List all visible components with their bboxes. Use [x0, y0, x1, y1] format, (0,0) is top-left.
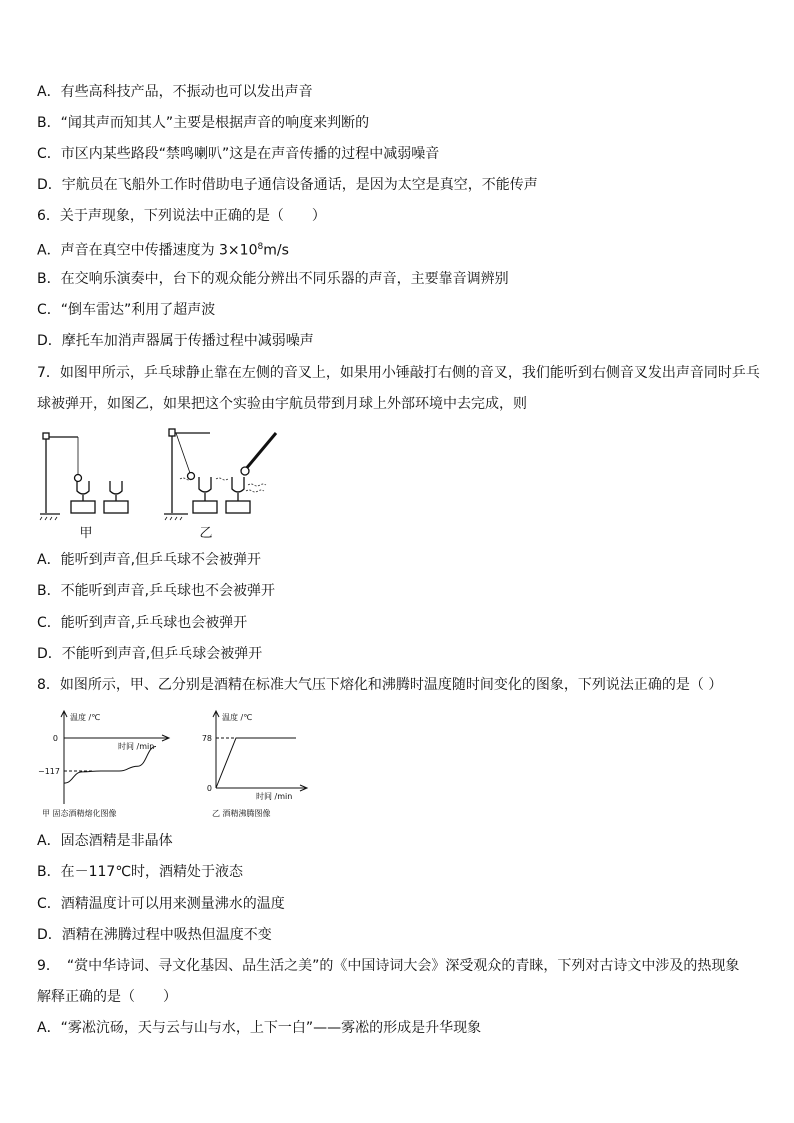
figure-label-jia: 甲	[79, 526, 93, 541]
q8-stem: 8．如图所示，甲、乙分别是酒精在标准大气压下熔化和沸腾时温度随时间变化的图象，下列说法正确的是（ ）	[37, 677, 723, 693]
resonance-box-1	[71, 501, 95, 513]
q7-option-b: B．不能听到声音,乒乓球也不会被弹开	[37, 583, 276, 599]
boiling-chart	[200, 706, 330, 822]
boiling-chart-title: 乙 酒精沸腾图像	[212, 809, 271, 818]
boiling-curve	[216, 738, 296, 788]
vibration-lines-2	[216, 478, 228, 480]
q7-stem-line1: 7．如图甲所示，乒乓球静止靠在左侧的音叉上，如果用小锤敲打右侧的音叉，我们能听到右侧音叉发出声音同时乒乓	[37, 365, 760, 381]
q8-option-b: B．在－117℃时，酒精处于液态	[37, 864, 244, 880]
y-tick-78: 78	[201, 734, 212, 743]
q6-option-a-exponent: 8	[257, 242, 264, 252]
q6-option-c: C．“倒车雷达”利用了超声波	[37, 302, 216, 318]
q7-option-d: D．不能听到声音,但乒乓球会被弹开	[37, 646, 263, 662]
q8-option-c: C．酒精温度计可以用来测量沸水的温度	[37, 896, 285, 912]
melting-chart-svg	[36, 706, 206, 822]
hammer-handle	[245, 433, 276, 470]
q9-stem-line1: 9． “赏中华诗词、寻文化基因、品生活之美”的《中国诗词大会》深受观众的青睐，下列对古诗文中涉及的热现象	[37, 958, 740, 974]
q9-option-a: A．“雾凇沆砀，天与云与山与水，上下一白”——雾凇的形成是升华现象	[37, 1020, 482, 1036]
q6-option-a	[37, 238, 289, 260]
x-axis-label: 时间 /min	[118, 742, 155, 751]
q6-option-a-prefix: A．声音在真空中传播速度为 3×10	[37, 242, 258, 259]
tuning-fork-drawing	[38, 425, 278, 543]
q5-option-c: C．市区内某些路段“禁鸣喇叭”这是在声音传播的过程中减弱噪音	[37, 146, 440, 162]
y-tick-0: 0	[52, 734, 58, 743]
q7-option-a: A．能听到声音,但乒乓球不会被弹开	[37, 552, 262, 568]
vibration-lines-4	[246, 490, 264, 492]
x-axis-label: 时间 /min	[256, 792, 293, 801]
tuning-fork-1	[77, 481, 89, 494]
q6-stem: 6．关于声现象，下列说法中正确的是（ ）	[37, 208, 326, 224]
resonance-box-3	[193, 501, 217, 513]
stand-clamp-right	[169, 429, 175, 436]
vibration-lines-3	[248, 484, 266, 486]
q7-stem-line2: 球被弹开，如图乙，如果把这个实验由宇航员带到月球上外部环境中去完成，则	[37, 396, 527, 412]
melting-chart-title: 甲 固态酒精熔化图像	[42, 809, 117, 818]
pingpong-ball-left	[75, 475, 82, 482]
q5-option-b: B．“闻其声而知其人”主要是根据声音的响度来判断的	[37, 115, 370, 131]
q5-option-a: A．有些高科技产品，不振动也可以发出声音	[37, 84, 313, 100]
resonance-box-4	[226, 501, 250, 513]
tuning-fork-2	[110, 481, 122, 494]
q5-option-d: D．宇航员在飞船外工作时借助电子通信设备通话，是因为太空是真空，不能传声	[37, 177, 538, 193]
tuning-fork-figure	[38, 425, 278, 543]
melting-curve	[64, 746, 156, 783]
y-tick-0: 0	[206, 784, 212, 793]
q8-option-a: A．固态酒精是非晶体	[37, 833, 173, 849]
hammer-head	[241, 467, 249, 475]
q7-option-c: C．能听到声音,乒乓球也会被弹开	[37, 615, 248, 631]
tuning-fork-4	[232, 477, 244, 492]
q6-option-a-unit: m/s	[263, 242, 289, 259]
y-tick-minus117: −117	[38, 767, 60, 776]
pingpong-ball-right	[188, 473, 195, 480]
thread-right	[176, 433, 190, 473]
y-axis-label: 温度 /℃	[70, 713, 101, 722]
y-axis-label: 温度 /℃	[222, 713, 253, 722]
tuning-fork-3	[199, 477, 211, 492]
melting-chart	[36, 706, 206, 822]
figure-label-yi: 乙	[199, 526, 213, 541]
stand-clamp-left	[43, 433, 49, 439]
q8-option-d: D．酒精在沸腾过程中吸热但温度不变	[37, 927, 272, 943]
resonance-box-2	[104, 501, 128, 513]
q9-stem-line2: 解释正确的是（ ）	[37, 989, 177, 1005]
q6-option-b: B．在交响乐演奏中，台下的观众能分辨出不同乐器的声音，主要靠音调辨别	[37, 271, 509, 287]
boiling-chart-svg	[200, 706, 330, 822]
q6-option-d: D．摩托车加消声器属于传播过程中减弱噪声	[37, 333, 314, 349]
